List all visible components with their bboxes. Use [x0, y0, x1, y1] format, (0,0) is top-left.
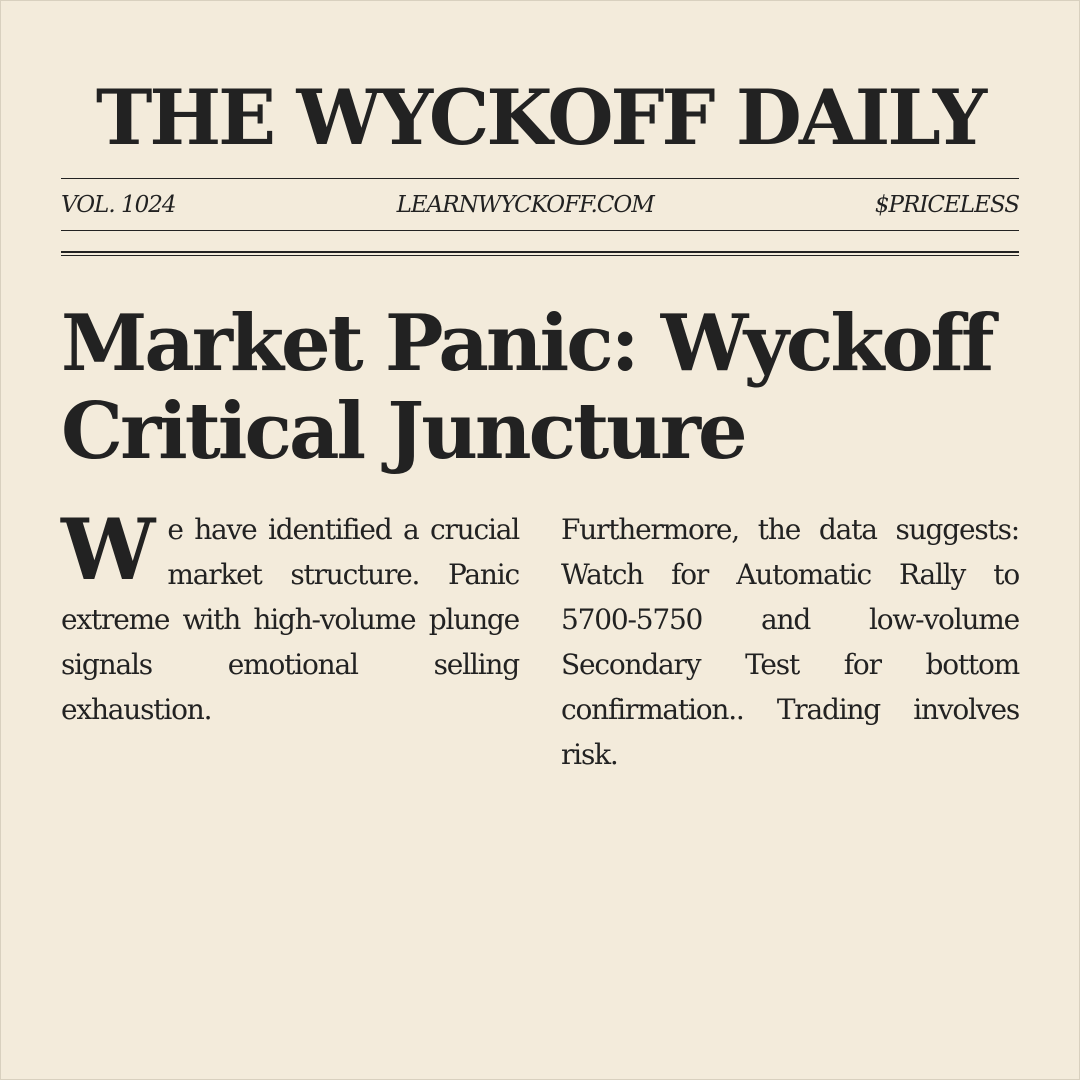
left-column-text: e have identified a crucial market structure. Panic extreme with high-volume plunge signals emotional selling exhaustion. [61, 513, 519, 726]
price-label: $PRICELESS [874, 191, 1019, 218]
volume-label: VOL. 1024 [61, 191, 176, 218]
double-rule-thick [61, 251, 1019, 253]
masthead-title: THE WYCKOFF DAILY [95, 73, 985, 162]
drop-cap: W [61, 500, 156, 599]
infobar-bottom-rule [61, 230, 1019, 231]
double-rule-thin [61, 255, 1019, 256]
right-column-text: Furthermore, the data suggests: Watch for Automatic Rally to 5700-5750 and low-volume Secondary Test for bottom confirmation.. Trading involves risk. [561, 513, 1019, 771]
article-headline: Market Panic: Wyckoff Critical Juncture [61, 298, 992, 477]
infobar [61, 179, 1019, 230]
article-column-right [561, 507, 1019, 777]
site-label: LEARNWYCKOFF.COM [396, 191, 654, 218]
article-column-left [61, 500, 519, 732]
